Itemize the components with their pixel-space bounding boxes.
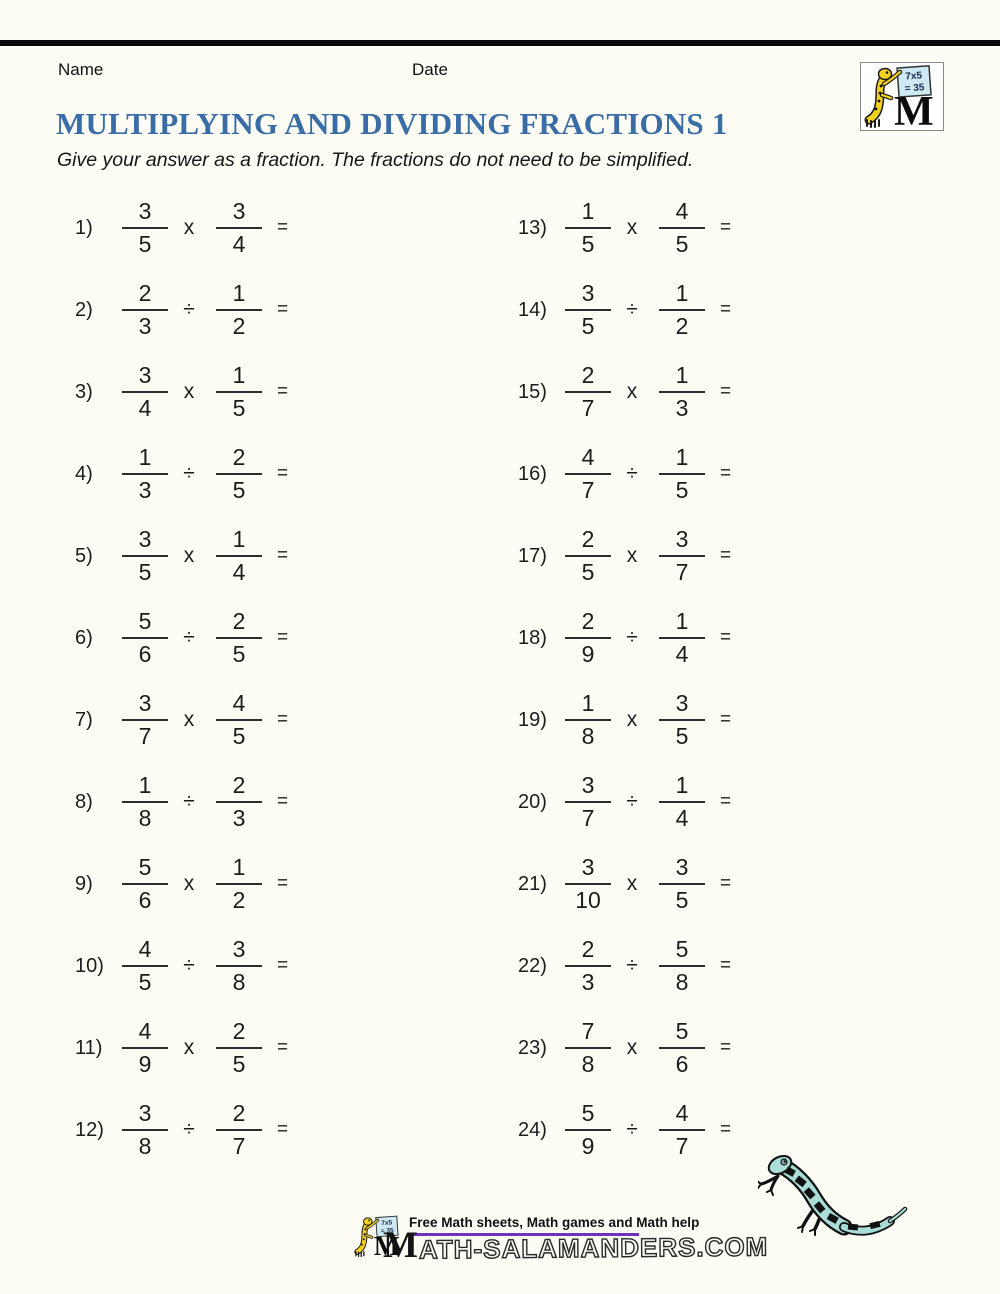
date-label: Date <box>412 60 448 79</box>
first-fraction <box>122 528 168 584</box>
numerator: 4 <box>122 1020 168 1049</box>
operator: ÷ <box>626 790 638 813</box>
problem-row <box>518 351 731 433</box>
denominator: 5 <box>581 559 595 585</box>
problem-row <box>75 679 288 761</box>
operator: x <box>626 544 638 567</box>
operator: ÷ <box>626 462 638 485</box>
operator: x <box>183 544 195 567</box>
operator: ÷ <box>626 298 638 321</box>
equals-sign: = <box>720 1119 732 1140</box>
problem-number: 5) <box>75 544 93 567</box>
denominator: 7 <box>581 395 595 421</box>
footer-site-name <box>383 1225 769 1266</box>
denominator: 7 <box>675 1133 689 1159</box>
problem-row <box>75 269 288 351</box>
numerator: 4 <box>565 446 611 475</box>
problem-row <box>518 679 731 761</box>
equals-sign: = <box>277 873 289 894</box>
denominator: 7 <box>675 559 689 585</box>
second-fraction <box>216 1020 262 1076</box>
equals-sign: = <box>720 545 732 566</box>
denominator: 4 <box>675 641 689 667</box>
denominator: 4 <box>138 395 152 421</box>
denominator: 9 <box>581 641 595 667</box>
equals-sign: = <box>720 873 732 894</box>
problem-row <box>518 1089 731 1171</box>
numerator: 4 <box>659 1102 705 1131</box>
problem-row <box>518 597 731 679</box>
equals-sign: = <box>720 627 732 648</box>
problem-number: 22) <box>518 954 547 977</box>
second-fraction <box>659 856 705 912</box>
numerator: 3 <box>122 1102 168 1131</box>
numerator: 2 <box>565 364 611 393</box>
first-fraction <box>122 200 168 256</box>
second-fraction <box>659 1102 705 1158</box>
problem-number: 3) <box>75 380 93 403</box>
second-fraction <box>659 774 705 830</box>
numerator: 3 <box>565 282 611 311</box>
operator: x <box>626 708 638 731</box>
numerator: 1 <box>122 774 168 803</box>
numerator: 3 <box>659 856 705 885</box>
operator: ÷ <box>183 626 195 649</box>
numerator: 3 <box>122 364 168 393</box>
operator: ÷ <box>183 1118 195 1141</box>
numerator: 3 <box>216 200 262 229</box>
operator: ÷ <box>626 954 638 977</box>
numerator: 1 <box>565 692 611 721</box>
problem-number: 17) <box>518 544 547 567</box>
denominator: 9 <box>138 1051 152 1077</box>
first-fraction <box>122 692 168 748</box>
numerator: 2 <box>565 938 611 967</box>
denominator: 5 <box>675 231 689 257</box>
problem-number: 4) <box>75 462 93 485</box>
first-fraction <box>565 1102 611 1158</box>
numerator: 1 <box>659 364 705 393</box>
equals-sign: = <box>277 463 289 484</box>
denominator: 5 <box>581 231 595 257</box>
numerator: 5 <box>565 1102 611 1131</box>
problem-row <box>518 761 731 843</box>
problem-number: 15) <box>518 380 547 403</box>
denominator: 4 <box>232 559 246 585</box>
problem-row <box>75 597 288 679</box>
operator: x <box>626 216 638 239</box>
equals-sign: = <box>720 299 732 320</box>
numerator: 5 <box>122 610 168 639</box>
problem-row <box>75 433 288 515</box>
problem-number: 23) <box>518 1036 547 1059</box>
problem-row <box>518 187 731 269</box>
first-fraction <box>122 938 168 994</box>
problem-number: 21) <box>518 872 547 895</box>
problem-number: 24) <box>518 1118 547 1141</box>
equals-sign: = <box>720 1037 732 1058</box>
instruction-text: Give your answer as a fraction. The fractions do not need to be simplified. <box>57 149 694 171</box>
second-fraction <box>216 856 262 912</box>
numerator: 2 <box>216 774 262 803</box>
denominator: 5 <box>232 395 246 421</box>
numerator: 1 <box>659 774 705 803</box>
problem-row <box>75 1007 288 1089</box>
denominator: 3 <box>675 395 689 421</box>
first-fraction <box>565 200 611 256</box>
first-fraction <box>122 610 168 666</box>
problem-row <box>75 515 288 597</box>
denominator: 8 <box>675 969 689 995</box>
denominator: 6 <box>138 887 152 913</box>
second-fraction <box>659 446 705 502</box>
operator: ÷ <box>626 626 638 649</box>
numerator: 2 <box>565 528 611 557</box>
numerator: 1 <box>565 200 611 229</box>
first-fraction <box>122 774 168 830</box>
equals-sign: = <box>720 791 732 812</box>
numerator: 2 <box>216 1102 262 1131</box>
numerator: 2 <box>122 282 168 311</box>
numerator: 3 <box>565 774 611 803</box>
problem-number: 10) <box>75 954 104 977</box>
problem-row <box>518 925 731 1007</box>
problems-column-right <box>518 187 731 1171</box>
problem-number: 20) <box>518 790 547 813</box>
numerator: 1 <box>216 528 262 557</box>
numerator: 1 <box>216 282 262 311</box>
denominator: 10 <box>575 887 601 913</box>
denominator: 5 <box>138 559 152 585</box>
first-fraction <box>565 1020 611 1076</box>
numerator: 1 <box>659 446 705 475</box>
second-fraction <box>216 692 262 748</box>
equals-sign: = <box>277 955 289 976</box>
problem-row <box>75 843 288 925</box>
first-fraction <box>565 856 611 912</box>
operator: x <box>183 708 195 731</box>
first-fraction <box>122 446 168 502</box>
denominator: 3 <box>138 477 152 503</box>
operator: x <box>626 1036 638 1059</box>
salamander-chalkboard-icon <box>860 62 944 131</box>
second-fraction <box>659 1020 705 1076</box>
denominator: 5 <box>138 969 152 995</box>
numerator: 5 <box>122 856 168 885</box>
page-title: MULTIPLYING AND DIVIDING FRACTIONS 1 <box>56 106 728 141</box>
denominator: 6 <box>138 641 152 667</box>
problems-column-left <box>75 187 288 1171</box>
first-fraction <box>565 446 611 502</box>
problem-number: 2) <box>75 298 93 321</box>
denominator: 5 <box>232 477 246 503</box>
second-fraction <box>216 528 262 584</box>
equals-sign: = <box>277 1119 289 1140</box>
second-fraction <box>216 446 262 502</box>
problem-row <box>75 761 288 843</box>
operator: ÷ <box>183 462 195 485</box>
problem-row <box>518 515 731 597</box>
second-fraction <box>216 938 262 994</box>
numerator: 1 <box>216 364 262 393</box>
numerator: 2 <box>216 446 262 475</box>
denominator: 2 <box>232 313 246 339</box>
numerator: 2 <box>216 610 262 639</box>
numerator: 3 <box>122 528 168 557</box>
numerator: 2 <box>216 1020 262 1049</box>
second-fraction <box>216 1102 262 1158</box>
problem-number: 1) <box>75 216 93 239</box>
operator: ÷ <box>183 954 195 977</box>
numerator: 4 <box>659 200 705 229</box>
problem-row <box>75 925 288 1007</box>
operator: x <box>183 380 195 403</box>
problem-row <box>518 843 731 925</box>
denominator: 2 <box>232 887 246 913</box>
problem-row <box>518 1007 731 1089</box>
denominator: 8 <box>138 805 152 831</box>
numerator: 3 <box>122 692 168 721</box>
footer-site-rest: ATH-SALAMANDERS.COM <box>418 1231 769 1265</box>
second-fraction <box>659 200 705 256</box>
denominator: 2 <box>675 313 689 339</box>
problem-number: 16) <box>518 462 547 485</box>
first-fraction <box>565 938 611 994</box>
denominator: 8 <box>581 723 595 749</box>
denominator: 8 <box>232 969 246 995</box>
second-fraction <box>216 364 262 420</box>
first-fraction <box>122 1020 168 1076</box>
problem-number: 9) <box>75 872 93 895</box>
equals-sign: = <box>720 463 732 484</box>
problem-number: 19) <box>518 708 547 731</box>
denominator: 5 <box>138 231 152 257</box>
denominator: 5 <box>232 723 246 749</box>
operator: x <box>626 380 638 403</box>
problem-row <box>75 187 288 269</box>
first-fraction <box>122 364 168 420</box>
name-label: Name <box>58 60 104 79</box>
denominator: 7 <box>581 805 595 831</box>
second-fraction <box>659 364 705 420</box>
first-fraction <box>565 528 611 584</box>
second-fraction <box>659 528 705 584</box>
first-fraction <box>565 610 611 666</box>
problem-number: 13) <box>518 216 547 239</box>
numerator: 4 <box>122 938 168 967</box>
first-fraction <box>565 282 611 338</box>
denominator: 6 <box>675 1051 689 1077</box>
denominator: 4 <box>675 805 689 831</box>
top-divider <box>0 40 1000 46</box>
operator: ÷ <box>183 790 195 813</box>
problem-number: 18) <box>518 626 547 649</box>
denominator: 5 <box>675 723 689 749</box>
equals-sign: = <box>277 217 289 238</box>
operator: x <box>626 872 638 895</box>
problem-row <box>75 351 288 433</box>
denominator: 7 <box>581 477 595 503</box>
equals-sign: = <box>720 955 732 976</box>
equals-sign: = <box>277 381 289 402</box>
problem-number: 11) <box>75 1036 103 1059</box>
denominator: 3 <box>581 969 595 995</box>
problem-row <box>518 433 731 515</box>
first-fraction <box>122 856 168 912</box>
footer-logo-m: M <box>383 1225 418 1266</box>
numerator: 1 <box>659 282 705 311</box>
problem-number: 7) <box>75 708 93 731</box>
operator: x <box>183 216 195 239</box>
equals-sign: = <box>277 1037 289 1058</box>
equals-sign: = <box>277 545 289 566</box>
equals-sign: = <box>720 217 732 238</box>
equals-sign: = <box>720 709 732 730</box>
denominator: 3 <box>232 805 246 831</box>
second-fraction <box>659 938 705 994</box>
first-fraction <box>565 364 611 420</box>
denominator: 7 <box>138 723 152 749</box>
denominator: 8 <box>581 1051 595 1077</box>
problem-number: 6) <box>75 626 93 649</box>
operator: x <box>183 1036 195 1059</box>
denominator: 5 <box>232 641 246 667</box>
denominator: 3 <box>138 313 152 339</box>
problem-row <box>518 269 731 351</box>
equals-sign: = <box>277 709 289 730</box>
second-fraction <box>216 282 262 338</box>
denominator: 5 <box>675 477 689 503</box>
numerator: 4 <box>216 692 262 721</box>
numerator: 3 <box>122 200 168 229</box>
numerator: 1 <box>659 610 705 639</box>
second-fraction <box>659 692 705 748</box>
denominator: 5 <box>675 887 689 913</box>
problem-number: 12) <box>75 1118 104 1141</box>
second-fraction <box>659 282 705 338</box>
numerator: 3 <box>659 528 705 557</box>
footer-tagline: Free Math sheets, Math games and Math help <box>409 1215 700 1230</box>
numerator: 1 <box>122 446 168 475</box>
numerator: 3 <box>216 938 262 967</box>
operator: ÷ <box>626 1118 638 1141</box>
denominator: 8 <box>138 1133 152 1159</box>
numerator: 3 <box>659 692 705 721</box>
problem-number: 14) <box>518 298 547 321</box>
numerator: 5 <box>659 938 705 967</box>
first-fraction <box>565 692 611 748</box>
equals-sign: = <box>277 627 289 648</box>
second-fraction <box>216 774 262 830</box>
denominator: 5 <box>581 313 595 339</box>
first-fraction <box>565 774 611 830</box>
denominator: 9 <box>581 1133 595 1159</box>
denominator: 5 <box>232 1051 246 1077</box>
numerator: 3 <box>565 856 611 885</box>
operator: ÷ <box>183 298 195 321</box>
second-fraction <box>216 200 262 256</box>
operator: x <box>183 872 195 895</box>
problem-number: 8) <box>75 790 93 813</box>
denominator: 4 <box>232 231 246 257</box>
equals-sign: = <box>277 791 289 812</box>
second-fraction <box>659 610 705 666</box>
numerator: 7 <box>565 1020 611 1049</box>
problem-row <box>75 1089 288 1171</box>
numerator: 2 <box>565 610 611 639</box>
first-fraction <box>122 282 168 338</box>
math-salamanders-logo <box>860 62 944 131</box>
numerator: 5 <box>659 1020 705 1049</box>
equals-sign: = <box>277 299 289 320</box>
denominator: 7 <box>232 1133 246 1159</box>
second-fraction <box>216 610 262 666</box>
numerator: 1 <box>216 856 262 885</box>
first-fraction <box>122 1102 168 1158</box>
salamander-mascot-icon <box>758 1152 910 1254</box>
equals-sign: = <box>720 381 732 402</box>
